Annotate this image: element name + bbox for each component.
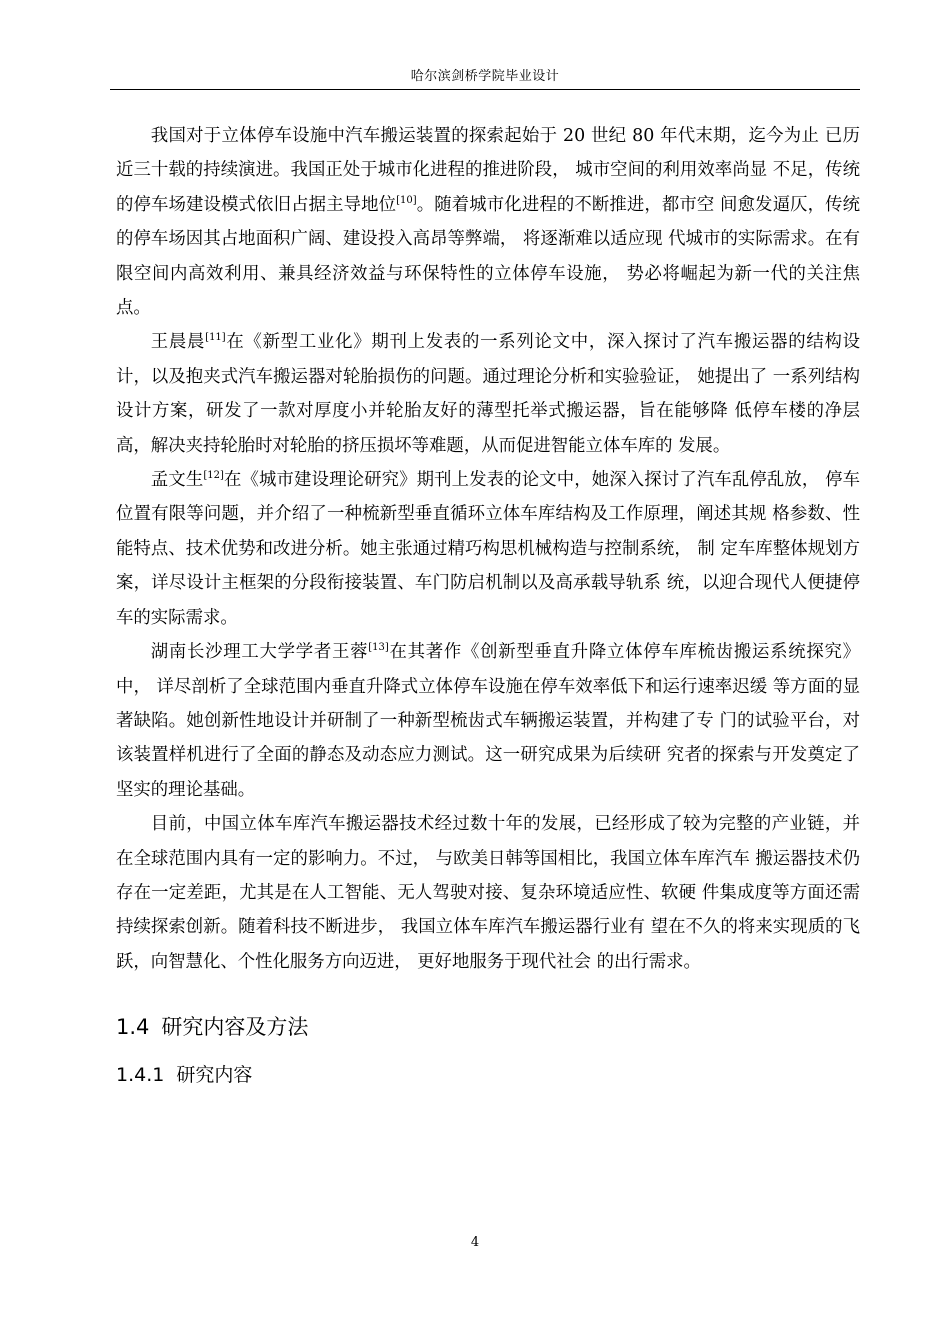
header-rule xyxy=(110,89,860,90)
body-text xyxy=(116,119,860,979)
paragraph-5 xyxy=(116,807,860,979)
paragraph-text: 。随着城市化进程的不断推进，都市空 间愈发逼仄，传统的停车场因其占地面积广阔、建设投入高昂等弊端， 将逐渐难以适应现 代城市的实际需求。在有限空间内高效利用、兼具经济效益与环保特性的立体停车设施， 势必将崛起为新一代的关注焦点。 xyxy=(116,194,860,319)
section-title: 研究内容及方法 xyxy=(161,1015,309,1039)
paragraph-2 xyxy=(116,325,860,463)
paragraph-text: 我国对于立体停车设施中汽车搬运装置的探索起始于 20 世纪 80 年代末期，迄今为止 已历近三十载的持续演进。我国正处于城市化进程的推进阶段， 城市空间的利用效率尚显 不足，传统的停车场建设模式依旧占据主导地位 xyxy=(116,126,860,215)
paragraph-text: 在《新型工业化》期刊上发表的一系列论文中，深入探讨了汽车搬运器的结构设计，以及抱夹式汽车搬运器对轮胎损伤的问题。通过理论分析和实验验证， 她提出了 一系列结构设计方案，研发了一款对厚度小并轮胎友好的薄型托举式搬运器，旨在能够降 低停车楼的净层高，解决夹持轮胎时对轮胎的挤压损坏等难题，从而促进智能立体车库的 发展。 xyxy=(116,332,860,456)
paragraph-text: 在其著作《创新型垂直升降立体停车库梳齿搬运系统探究》中， 详尽剖析了全球范围内垂直升降式立体停车设施在停车效率低下和运行速率迟缓 等方面的显著缺陷。她创新性地设计并研制了一种新型梳齿式车辆搬运装置，并构建了专 门的试验平台，对该装置样机进行了全面的静态及动态应力测试。这一研究成果为后续研 究者的探索与开发奠定了坚实的理论基础。 xyxy=(116,642,860,800)
citation-ref: [11] xyxy=(205,332,226,344)
paragraph-text: 在《城市建设理论研究》期刊上发表的论文中，她深入探讨了汽车乱停乱放， 停车位置有限等问题，并介绍了一种梳新型垂直循环立体车库结构及工作原理，阐述其规 格参数、性能特点、技术优势和改进分析。她主张通过精巧构思机械构造与控制系统， 制 定车库整体规划方案，详尽设计主框架的分段衔接装置、车门防启机制以及高承载导轨系 统，以迎合现代人便捷停车的实际需求。 xyxy=(116,470,860,628)
paragraph-text: 湖南长沙理工大学学者王蓉 xyxy=(150,642,369,663)
subsection-title: 研究内容 xyxy=(176,1064,253,1086)
page-header xyxy=(110,66,860,88)
paragraph-3 xyxy=(116,463,860,635)
subsection-heading xyxy=(116,1058,252,1092)
header-title: 哈尔滨剑桥学院毕业设计 xyxy=(410,69,560,84)
paragraph-text: 王晨晨 xyxy=(150,332,206,353)
paragraph-text: 目前，中国立体车库汽车搬运器技术经过数十年的发展，已经形成了较为完整的产业链，并在全球范围内具有一定的影响力。不过， 与欧美日韩等国相比，我国立体车库汽车 搬运器技术仍存在一定差距，尤其是在人工智能、无人驾驶对接、复杂环境适应性、软硬 件集成度等方面还需持续探索创新。随着科技不断进步， 我国立体车库汽车搬运器行业有 望在不久的将来实现质的飞跃，向智慧化、个性化服务方向迈进， 更好地服务于现代社会 的出行需求。 xyxy=(116,814,860,972)
citation-ref: [12] xyxy=(203,470,224,482)
page-number xyxy=(0,1234,950,1252)
paragraph-1 xyxy=(116,119,860,325)
section-number: 1.4 xyxy=(116,1015,150,1039)
subsection-number: 1.4.1 xyxy=(116,1064,165,1086)
page-number-value: 4 xyxy=(470,1235,480,1250)
section-heading xyxy=(116,1010,308,1044)
citation-ref: [13] xyxy=(368,642,389,654)
citation-ref: [10] xyxy=(396,195,417,207)
paragraph-4 xyxy=(116,635,860,807)
paragraph-text: 孟文生 xyxy=(150,470,204,491)
